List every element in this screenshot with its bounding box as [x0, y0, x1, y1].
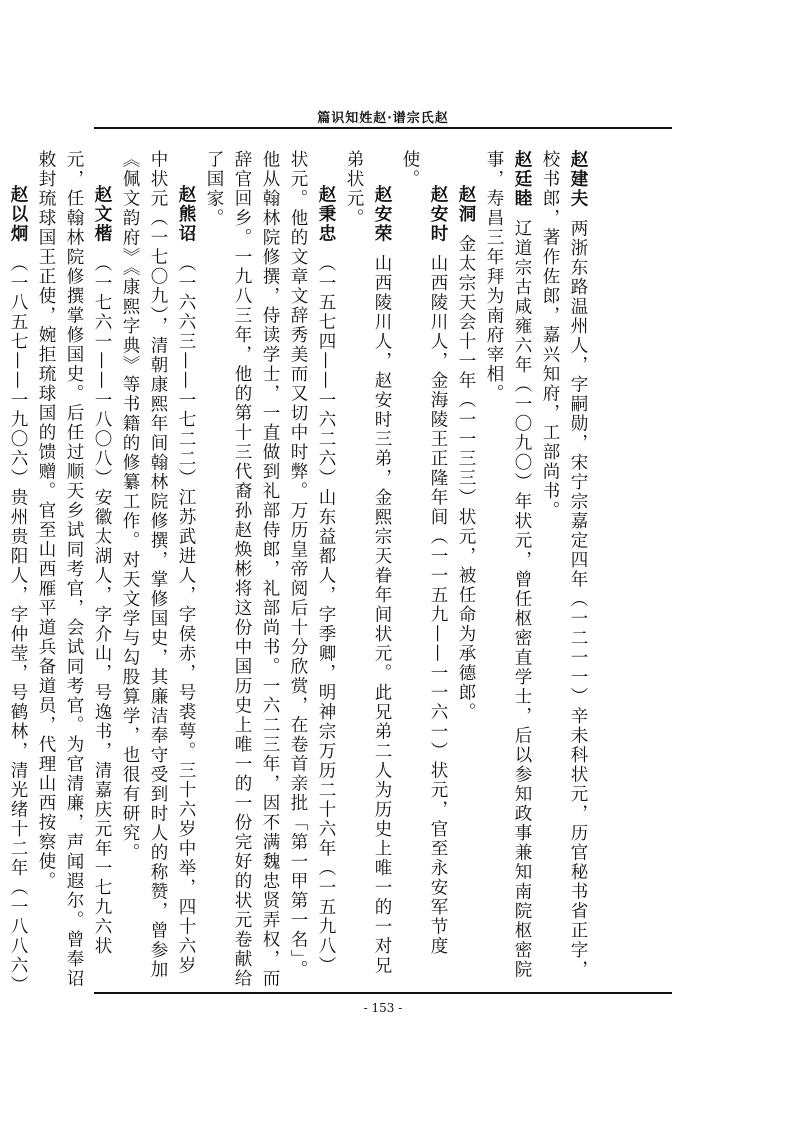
entry-name: 赵秉忠	[316, 185, 336, 244]
footer-rule	[94, 992, 672, 994]
entry-zhao-anrong	[340, 150, 396, 990]
page-number: - 153 -	[363, 1001, 403, 1015]
entry-text: 山西陵川人，金海陵王正隆年间（一一五九——一一六一）状元，官至永安军节度使。	[400, 150, 448, 956]
entry-text: （一五七四——一六二六）山东益都人，字季卿，明神宗万历二十六年（一五九八）状元。他的文章文辞秀美而又切中时弊。万历皇帝阅后十分欣赏，在卷首亲批「第一甲第一名」。他从翰林院修撰，侍读学士，一直做到礼部侍郎，礼部尚书。一六二三年，因不满魏忠贤弄权，而辞官回乡。一九八三年，他的第十三代裔孙赵焕彬将这份中国历史上唯一的一份完好的状元卷献给了国家。	[204, 150, 336, 989]
entry-name: 赵安荣	[372, 185, 392, 244]
entry-zhao-yijiong	[0, 150, 32, 990]
entry-name: 赵文楷	[92, 185, 112, 244]
running-head: 篇识知姓赵·谱宗氏赵	[317, 111, 449, 126]
entry-text: （一七六一——一八〇八）安徽太湖人，字介山，号逸书，清嘉庆元年一七九六状元，任翰林院修撰掌修国史。后任过顺天乡试同考官，会试同考官。为官清廉，声闻遐尔。曾奉诏敕封琉球国王正使，婉拒琉球国的馈赠。官至山西雁平道兵备道员，代理山西按察使。	[36, 150, 112, 989]
entry-zhao-tingmu	[480, 150, 536, 990]
entry-text: 辽道宗古咸雍六年（一〇九〇）年状元，曾任枢密直学士，后以参知政事兼知南院枢密院事，寿昌三年拜为南府宰相。	[484, 150, 532, 980]
entry-name: 赵洞	[456, 185, 476, 224]
main-text	[8, 150, 592, 990]
entry-zhao-xiongzhao	[116, 150, 200, 990]
entry-zhao-jianfu	[536, 150, 592, 990]
entry-name: 赵廷睦	[512, 150, 532, 209]
entry-text: （一八五七——一九〇六）贵州贵阳人，字仲莹，号鹤林，清光绪十二年（一八八六）	[8, 254, 28, 987]
entry-name: 赵熊诏	[176, 185, 196, 244]
entry-text: 山西陵川人，赵安时三弟，金熙宗天眷年间状元。此兄弟二人为历史上唯一的一对兄弟状元。	[344, 150, 392, 976]
entry-zhao-anshi	[396, 150, 452, 990]
entry-zhao-bingzhong	[200, 150, 340, 990]
entry-text: 金太宗天会十一年（一一三三）状元，被任命为承德郎。	[456, 234, 476, 722]
header-rule	[94, 127, 672, 129]
entry-name: 赵建夫	[568, 150, 588, 209]
entry-zhao-wenkai	[32, 150, 116, 990]
entry-name: 赵安时	[428, 185, 448, 244]
entry-text: （一六六三——一七二二）江苏武进人，字侯赤，号裘萼。三十六岁中举，四十六岁中状元（一七〇九），清朝康熙年间翰林院修撰，掌修国史，其廉洁奉守受到时人的称赞，曾参加《佩文韵府》《康熙字典》等书籍的修纂工作。对天文学与勾股算学，也很有研究。	[120, 150, 196, 980]
entry-text: 两浙东路温州人，字嗣勋，宋宁宗嘉定四年（一二一一）辛未科状元，历官秘书省正字，校书郎，著作佐郎，嘉兴知府，工部尚书。	[540, 150, 588, 980]
entry-zhao-dong	[452, 150, 480, 990]
entry-name: 赵以炯	[8, 185, 28, 244]
